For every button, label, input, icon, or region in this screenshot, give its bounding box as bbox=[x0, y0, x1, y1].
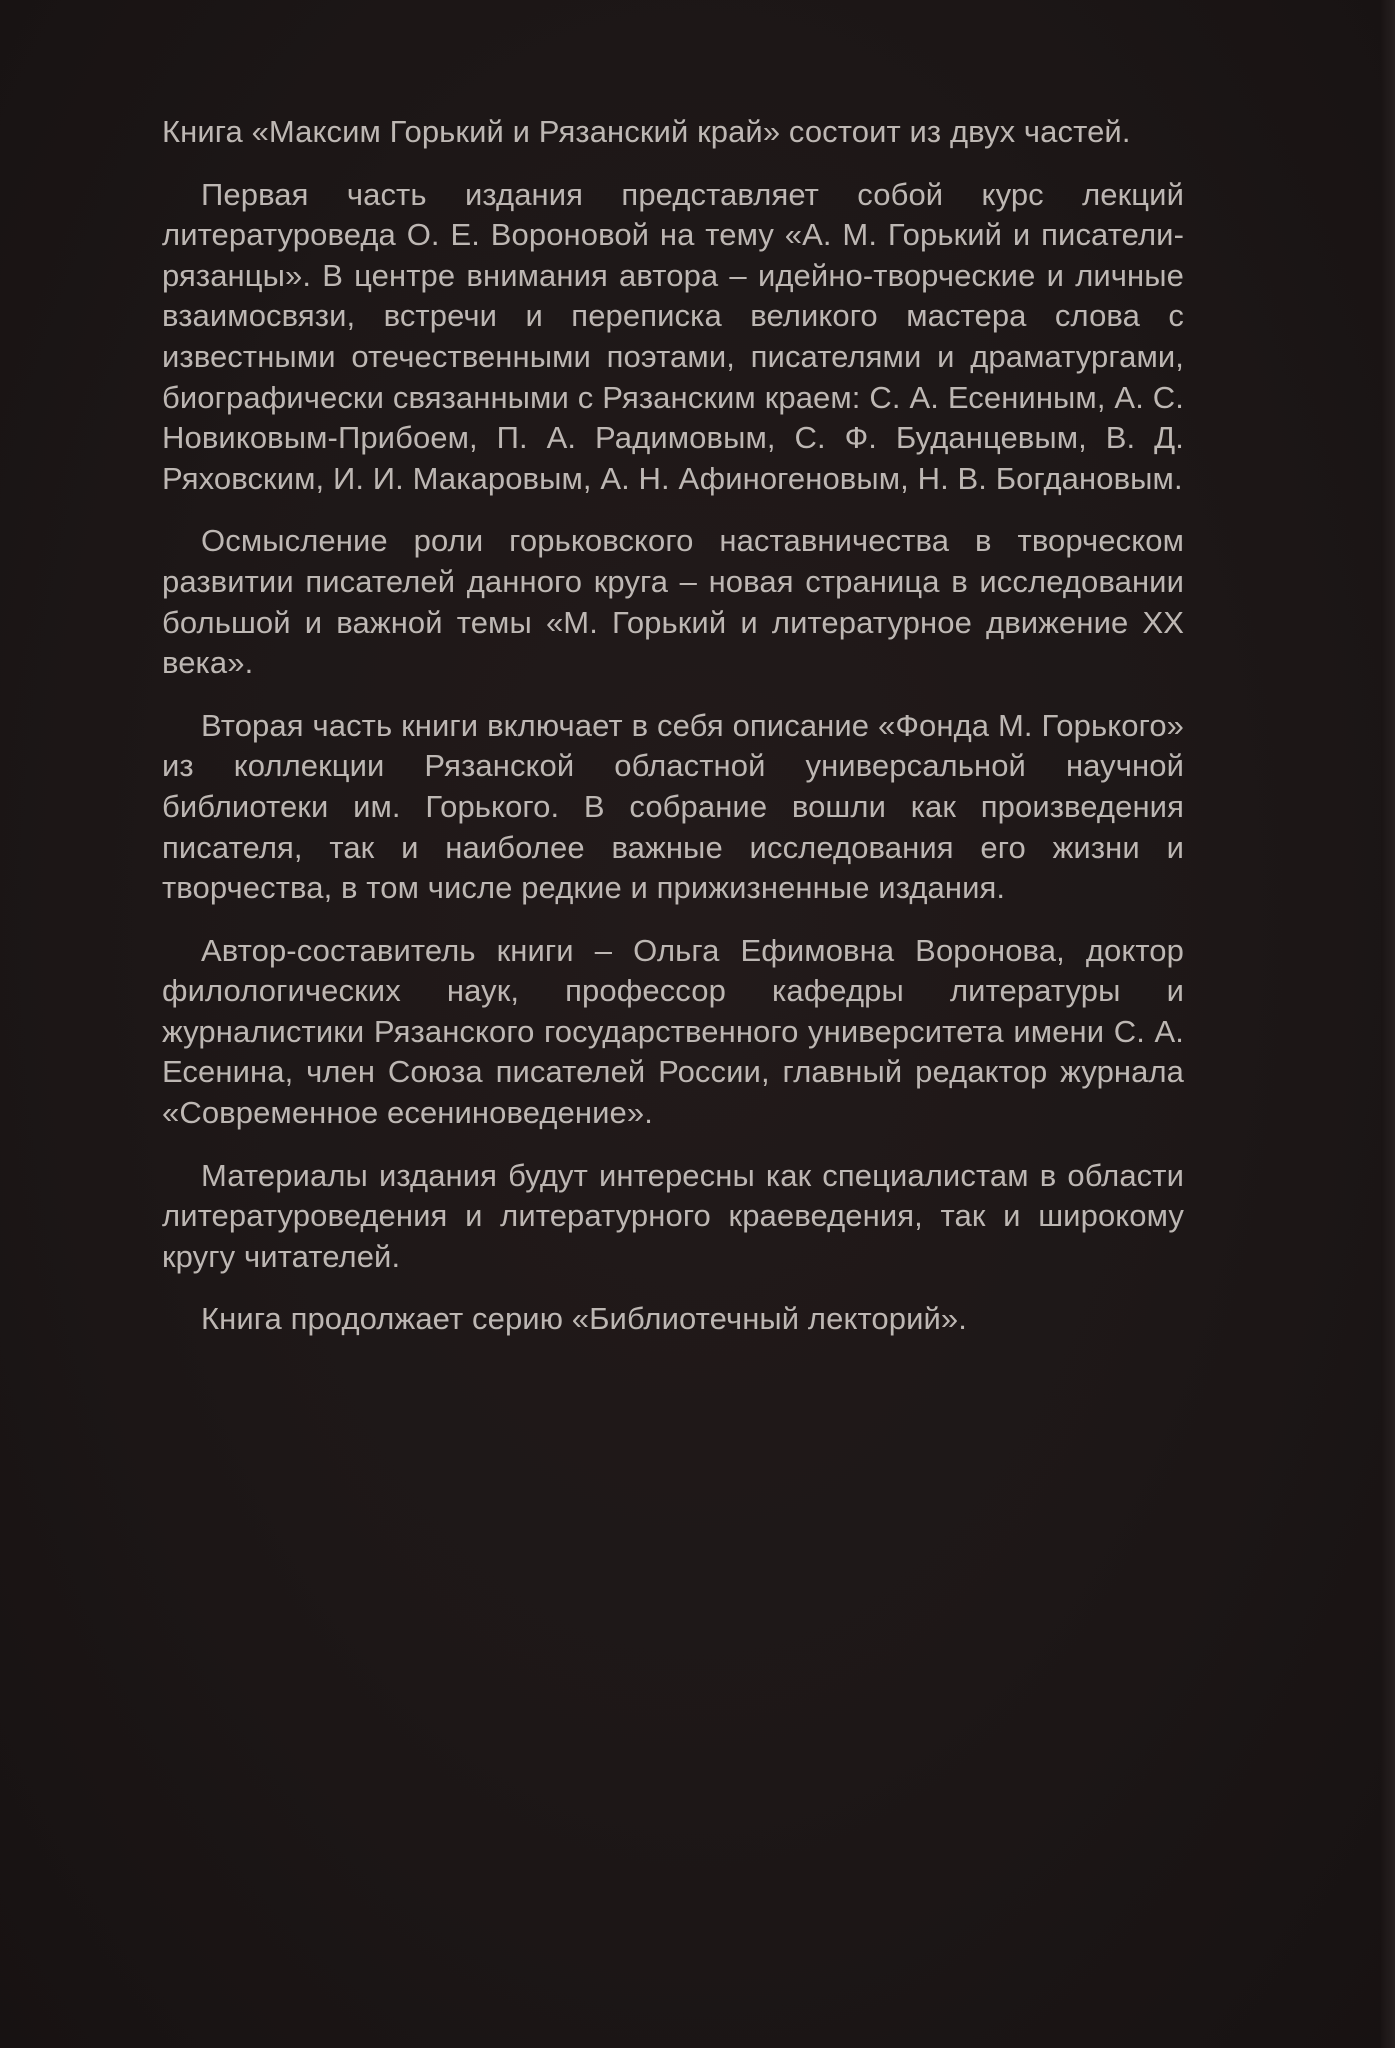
annotation-text bbox=[162, 112, 1184, 1362]
paragraph-mentorship: Осмысление роли горьковского наставничества в творческом развитии писателей данного круга – новая страница в исследовании большой и важной темы «М. Горький и литературное движение XX века». bbox=[162, 523, 1184, 681]
paragraph-series: Книга продолжает серию «Библиотечный лекторий». bbox=[201, 1301, 967, 1337]
paragraph-part-two: Вторая часть книги включает в себя описание «Фонда М. Горького» из коллекции Рязанской областной универсальной научной библиотеки им. Горького. В собрание вошли как произведения писателя, так и наиболее важные исследования его жизни и творчества, в том числе редкие и прижизненные издания. bbox=[162, 707, 1184, 906]
paragraph-intro: Книга «Максим Горький и Рязанский край» состоит из двух частей. bbox=[162, 114, 1131, 149]
cover-edge bbox=[1381, 0, 1395, 2048]
paragraph-audience: Материалы издания будут интересны как специалистам в области литературоведения и литературного краеведения, так и широкому кругу читателей. bbox=[162, 1157, 1184, 1274]
paragraph-part-one: Первая часть издания представляет собой курс лекций литературоведа О. Е. Вороновой на тему «А. М. Горький и писатели-рязанцы». В центре внимания автора – идейно-творческие и личные взаимосвязи, встречи и переписка великого мастера слова с известными отечественными поэтами, писателями и драматургами, биографически связанными с Рязанским краем: С. А. Есениным, А. С. Новиковым-Прибоем, П. А. Радимовым, С. Ф. Буданцевым, В. Д. Ряховским, И. И. Макаровым, А. Н. Афиногеновым, Н. В. Богдановым. bbox=[162, 176, 1184, 496]
paragraph-author: Автор-составитель книги – Ольга Ефимовна Воронова, доктор филологических наук, профессор кафедры литературы и журналистики Рязанского государственного университета имени С. А. Есенина, член Союза писателей России, главный редактор журнала «Современное есениноведение». bbox=[162, 932, 1184, 1131]
